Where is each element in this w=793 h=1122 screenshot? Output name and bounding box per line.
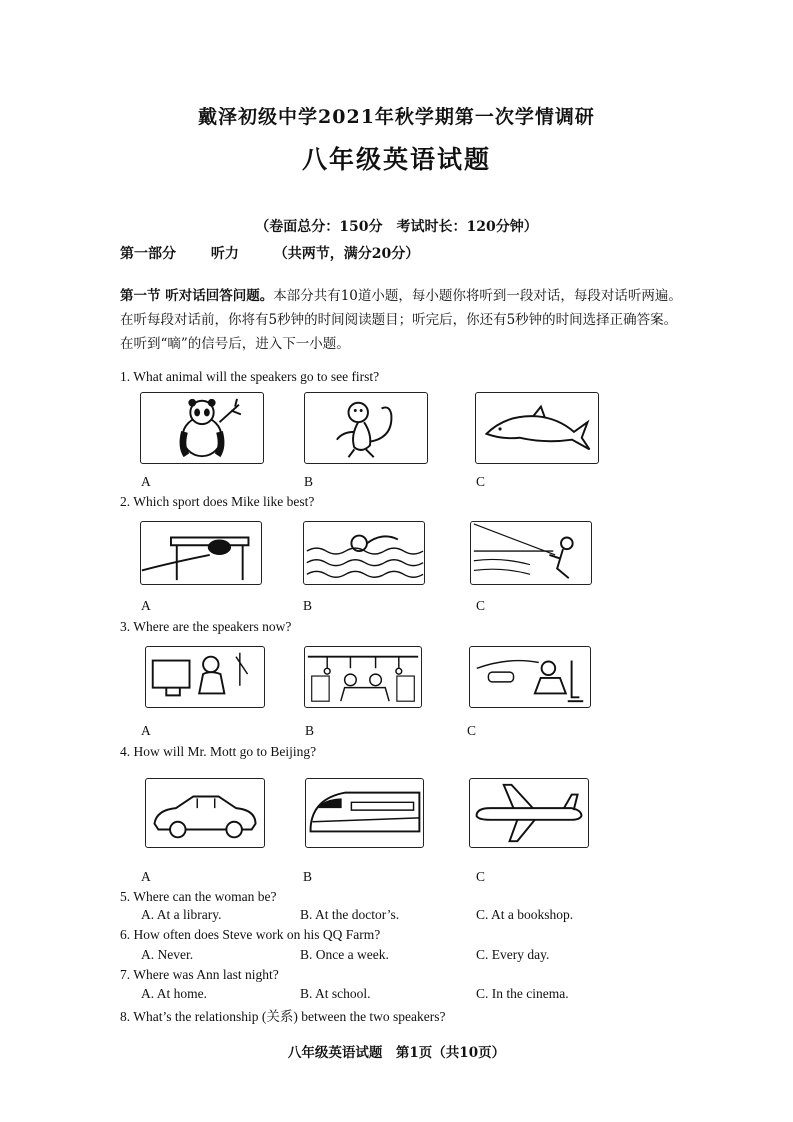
part-section: 听力 bbox=[210, 246, 239, 262]
q1-label-b: B bbox=[304, 474, 314, 489]
fishing-icon bbox=[470, 521, 592, 585]
bus-icon bbox=[304, 646, 422, 708]
q5-option-a: A. At a library. bbox=[141, 907, 222, 922]
q3-label-b: B bbox=[305, 723, 315, 738]
q7-option-a: A. At home. bbox=[141, 986, 207, 1001]
plane-icon bbox=[469, 778, 589, 848]
panda-icon bbox=[140, 392, 264, 464]
swimming-icon bbox=[303, 521, 425, 585]
table-tennis-icon bbox=[140, 521, 262, 585]
q2-label-b: B bbox=[303, 598, 313, 613]
part-heading bbox=[120, 243, 449, 263]
q2-label-a: A bbox=[141, 598, 151, 613]
question-2: 2. Which sport does Mike like best? bbox=[120, 494, 315, 509]
train-icon bbox=[305, 778, 424, 848]
q6-option-b: B. Once a week. bbox=[300, 947, 389, 962]
q3-label-a: A bbox=[141, 723, 151, 738]
q4-label-c: C bbox=[476, 869, 486, 884]
part-name: 第一部分 bbox=[120, 246, 176, 262]
q7-option-b: B. At school. bbox=[300, 986, 371, 1001]
q2-label-c: C bbox=[476, 598, 486, 613]
school-title: 戴泽初级中学2021年秋学期第一次学情调研 bbox=[198, 106, 595, 128]
question-8: 8. What’s the relationship (关系) between the two speakers? bbox=[120, 1009, 446, 1024]
q1-label-a: A bbox=[141, 474, 151, 489]
q6-option-c: C. Every day. bbox=[476, 947, 550, 962]
dolphin-icon bbox=[475, 392, 599, 464]
question-6: 6. How often does Steve work on his QQ Farm? bbox=[120, 927, 381, 942]
q3-label-c: C bbox=[467, 723, 477, 738]
part-note: （共两节，满分20分） bbox=[273, 246, 420, 262]
section-instructions bbox=[120, 284, 685, 356]
exam-title: 八年级英语试题 bbox=[301, 145, 491, 174]
exam-meta: （卷面总分：150分 考试时长：120分钟） bbox=[255, 219, 538, 235]
page-footer: 八年级英语试题 第1页（共10页） bbox=[287, 1045, 506, 1061]
car-icon bbox=[145, 778, 265, 848]
q4-label-b: B bbox=[303, 869, 313, 884]
question-1: 1. What animal will the speakers go to see first? bbox=[120, 369, 380, 384]
q5-option-b: B. At the doctor’s. bbox=[300, 907, 400, 922]
question-7: 7. Where was Ann last night? bbox=[120, 967, 279, 982]
airplane-seat-icon bbox=[469, 646, 591, 708]
office-icon bbox=[145, 646, 265, 708]
q7-option-c: C. In the cinema. bbox=[476, 986, 569, 1001]
question-5: 5. Where can the woman be? bbox=[120, 889, 277, 904]
question-3: 3. Where are the speakers now? bbox=[120, 619, 292, 634]
q1-label-c: C bbox=[476, 474, 486, 489]
q4-label-a: A bbox=[141, 869, 151, 884]
q6-option-a: A. Never. bbox=[141, 947, 194, 962]
q5-option-c: C. At a bookshop. bbox=[476, 907, 574, 922]
question-4: 4. How will Mr. Mott go to Beijing? bbox=[120, 744, 317, 759]
section-heading: 第一节 听对话回答问题。 bbox=[120, 288, 274, 304]
monkey-icon bbox=[304, 392, 428, 464]
section-instructions-text: 本部分共有10道小题，每小题你将听到一段对话，每段对话听两遍。在听每段对话前，你将有5秒钟的时间阅读题目；听完后，你还有5秒钟的时间选择正确答案。在听到“嘀”的信号后，进入下一小题。 bbox=[120, 288, 682, 352]
